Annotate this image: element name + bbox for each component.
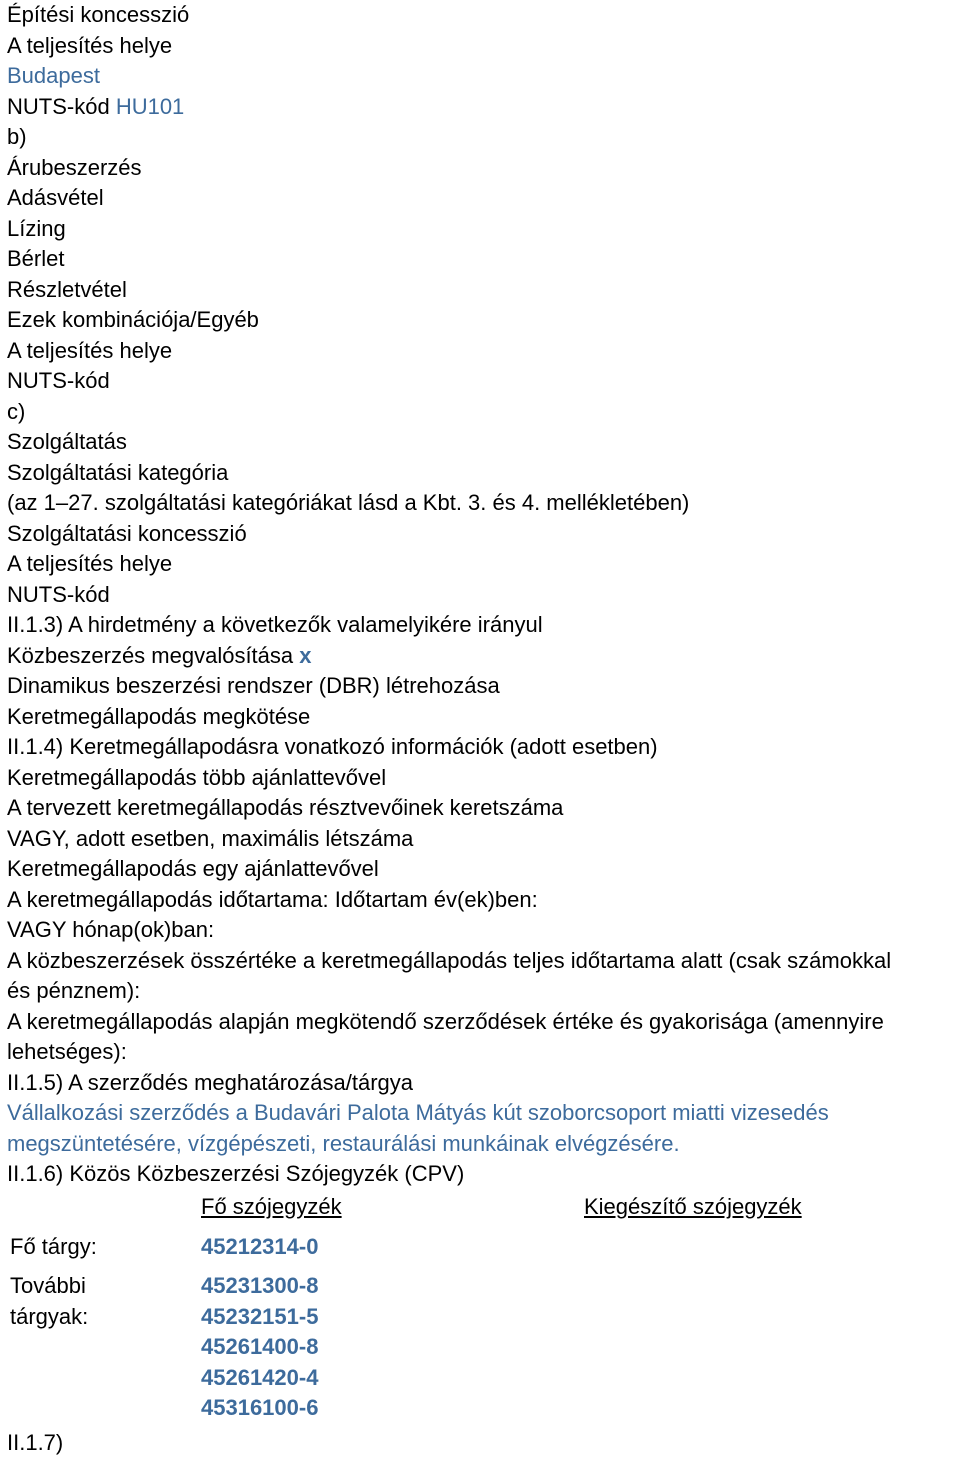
text-line: Építési koncesszió	[7, 2, 190, 27]
text-line: Szolgáltatási koncesszió	[7, 520, 247, 546]
text-line: Dinamikus beszerzési rendszer (DBR) létrehozása	[7, 673, 500, 698]
place-value: Budapest	[7, 63, 100, 88]
text-line: b)	[7, 124, 27, 149]
cpv-additional-code: 45316100-6	[201, 1395, 319, 1420]
section-heading: II.1.7)	[7, 1430, 64, 1455]
text-line: VAGY hónap(ok)ban:	[7, 917, 215, 942]
text-line: Keretmegállapodás megkötése	[7, 703, 311, 729]
text-line: Keretmegállapodás egy ajánlattevővel	[7, 856, 379, 881]
section-heading: II.1.6) Közös Közbeszerzési Szójegyzék (CPV)	[7, 1161, 465, 1186]
cpv-main-object-code: 45212314-0	[201, 1234, 319, 1259]
text-line: Árubeszerzés	[7, 154, 142, 180]
text-line: A teljesítés helye	[7, 337, 173, 363]
document-body	[7, 0, 957, 1455]
text-line: A teljesítés helye	[7, 551, 173, 576]
cpv-additional-code: 45261420-4	[201, 1365, 319, 1390]
text-line: Ezek kombinációja/Egyéb	[7, 307, 259, 332]
text-line: VAGY, adott esetben, maximális létszáma	[7, 825, 414, 851]
cpv-additional-label: tárgyak:	[10, 1304, 89, 1329]
text-line: Szolgáltatási kategória	[7, 459, 229, 485]
text-line: Szolgáltatás	[7, 429, 127, 454]
text-line: (az 1–27. szolgáltatási kategóriákat lásd a Kbt. 3. és 4. mellékletében)	[7, 490, 690, 515]
cpv-additional-code: 45261400-8	[201, 1334, 319, 1359]
text-line: A tervezett keretmegállapodás résztvevőinek keretszáma	[7, 795, 564, 820]
text-line: A keretmegállapodás időtartama: Időtartam év(ek)ben:	[7, 886, 538, 912]
text-line: Adásvétel	[7, 185, 104, 210]
text-line: Részletvétel	[7, 276, 127, 302]
text-line: c)	[7, 398, 26, 424]
text-line: Keretmegállapodás több ajánlattevővel	[7, 764, 387, 790]
cpv-additional-code: 45231300-8	[201, 1273, 319, 1298]
section-heading: II.1.3) A hirdetmény a következők valamelyikére irányul	[7, 612, 543, 637]
procurement-label: Közbeszerzés megvalósítása	[7, 642, 294, 668]
section-heading: II.1.5) A szerződés meghatározása/tárgya	[7, 1069, 414, 1095]
nuts-row	[7, 92, 957, 123]
text-line: NUTS-kód	[7, 581, 110, 607]
cpv-additional-label: További	[10, 1273, 86, 1298]
nuts-label: NUTS-kód	[7, 93, 110, 119]
text-line: NUTS-kód	[7, 368, 110, 393]
cpv-additional-code: 45232151-5	[201, 1304, 319, 1329]
cpv-header-main: Fő szójegyzék	[201, 1194, 342, 1219]
text-line: A teljesítés helye	[7, 32, 173, 58]
text-line: Bérlet	[7, 246, 65, 271]
procurement-row	[7, 641, 957, 672]
cpv-header-supplementary: Kiegészítő szójegyzék	[584, 1194, 802, 1219]
total-value-text: A közbeszerzések összértéke a keretmegállapodás teljes időtartama alatt (csak számokkal és pénznem):	[7, 947, 892, 1003]
nuts-value: HU101	[115, 93, 185, 119]
contract-subject: Vállalkozási szerződés a Budavári Palota Mátyás kút szoborcsoport miatti vizesedés megszüntetésére, vízgépészeti, restaurálási munkáinak elvégzésére.	[7, 1100, 829, 1156]
section-heading: II.1.4) Keretmegállapodásra vonatkozó információk (adott esetben)	[7, 734, 658, 759]
procurement-mark: x	[299, 642, 312, 668]
cpv-main-object-label: Fő tárgy:	[10, 1234, 97, 1259]
text-line: Lízing	[7, 215, 66, 241]
contract-value-text: A keretmegállapodás alapján megkötendő szerződések értéke és gyakorisága (amennyire lehetséges):	[7, 1008, 884, 1064]
